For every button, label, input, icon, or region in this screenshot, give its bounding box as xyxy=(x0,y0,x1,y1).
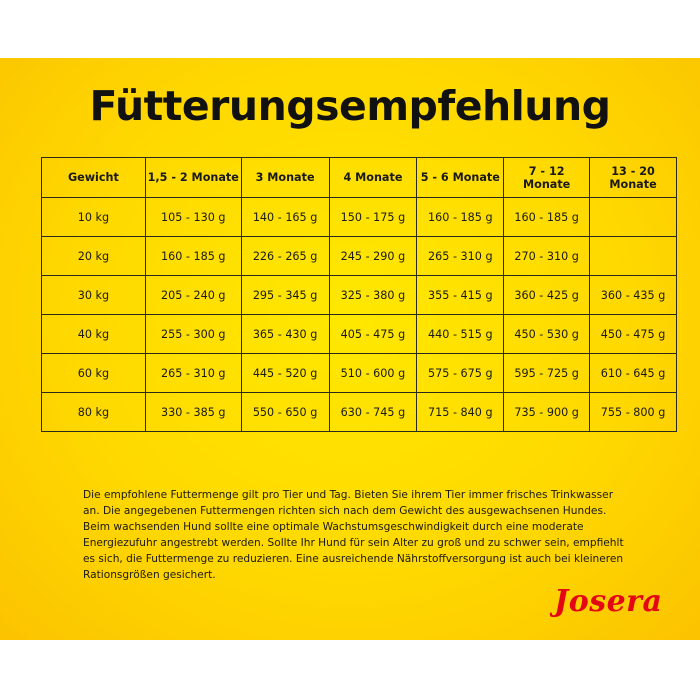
amount-cell: 595 - 725 g xyxy=(504,354,590,393)
amount-cell: 610 - 645 g xyxy=(590,354,677,393)
amount-cell: 755 - 800 g xyxy=(590,393,677,432)
header-age-6: 13 - 20 Monate xyxy=(590,158,677,198)
header-weight: Gewicht xyxy=(42,158,146,198)
amount-cell: 445 - 520 g xyxy=(241,354,329,393)
josera-logo-wordmark xyxy=(550,581,680,621)
amount-cell: 550 - 650 g xyxy=(241,393,329,432)
amount-cell: 150 - 175 g xyxy=(329,198,417,237)
amount-cell: 140 - 165 g xyxy=(241,198,329,237)
amount-cell: 630 - 745 g xyxy=(329,393,417,432)
amount-cell: 295 - 345 g xyxy=(241,276,329,315)
table-row xyxy=(42,315,677,354)
amount-cell: 205 - 240 g xyxy=(145,276,241,315)
amount-cell: 160 - 185 g xyxy=(145,237,241,276)
amount-cell: 365 - 430 g xyxy=(241,315,329,354)
amount-cell: 450 - 530 g xyxy=(504,315,590,354)
weight-cell: 10 kg xyxy=(42,198,146,237)
amount-cell: 160 - 185 g xyxy=(417,198,504,237)
amount-cell: 325 - 380 g xyxy=(329,276,417,315)
amount-cell: 226 - 265 g xyxy=(241,237,329,276)
table-row xyxy=(42,393,677,432)
amount-cell: 360 - 425 g xyxy=(504,276,590,315)
amount-cell: 450 - 475 g xyxy=(590,315,677,354)
page-title: Fütterungsempfehlung xyxy=(89,82,611,130)
amount-cell: 360 - 435 g xyxy=(590,276,677,315)
weight-cell: 60 kg xyxy=(42,354,146,393)
feeding-note: Die empfohlene Futtermenge gilt pro Tier und Tag. Bieten Sie ihrem Tier immer frisches Trinkwasser an. Die angegebenen Futtermengen richten sich nach dem Gewicht des ausgewachsenen Hundes. Beim wachsenden Hund sollte eine optimale Wachstumsgeschwindigkeit durch eine moderate Energiezufuhr angestrebt werden. Sollte Ihr Hund für sein Alter zu groß und zu schwer sein, empfiehlt es sich, die Futtermenge zu reduzieren. Eine ausreichende Nährstoffversorgung ist auch bei kleineren Rationsgrößen gesichert. xyxy=(83,489,624,582)
amount-cell: 735 - 900 g xyxy=(504,393,590,432)
header-age-2: 3 Monate xyxy=(241,158,329,198)
weight-cell: 40 kg xyxy=(42,315,146,354)
amount-cell: 510 - 600 g xyxy=(329,354,417,393)
amount-cell: 405 - 475 g xyxy=(329,315,417,354)
header-age-4: 5 - 6 Monate xyxy=(417,158,504,198)
table-body xyxy=(42,198,677,432)
josera-logo xyxy=(550,581,680,625)
weight-cell: 30 kg xyxy=(42,276,146,315)
amount-cell: 265 - 310 g xyxy=(145,354,241,393)
amount-cell xyxy=(590,198,677,237)
amount-cell: 440 - 515 g xyxy=(417,315,504,354)
table-row xyxy=(42,198,677,237)
amount-cell: 255 - 300 g xyxy=(145,315,241,354)
amount-cell: 270 - 310 g xyxy=(504,237,590,276)
amount-cell: 715 - 840 g xyxy=(417,393,504,432)
feeding-table xyxy=(41,157,677,432)
weight-cell: 80 kg xyxy=(42,393,146,432)
amount-cell: 160 - 185 g xyxy=(504,198,590,237)
amount-cell: 245 - 290 g xyxy=(329,237,417,276)
amount-cell: 330 - 385 g xyxy=(145,393,241,432)
table-row xyxy=(42,354,677,393)
table-header-row xyxy=(42,158,677,198)
header-age-5: 7 - 12 Monate xyxy=(504,158,590,198)
amount-cell: 355 - 415 g xyxy=(417,276,504,315)
amount-cell: 105 - 130 g xyxy=(145,198,241,237)
amount-cell xyxy=(590,237,677,276)
yellow-panel xyxy=(0,58,700,640)
header-age-1: 1,5 - 2 Monate xyxy=(145,158,241,198)
amount-cell: 575 - 675 g xyxy=(417,354,504,393)
svg-text:Josera: Josera xyxy=(554,584,663,619)
header-age-3: 4 Monate xyxy=(329,158,417,198)
amount-cell: 265 - 310 g xyxy=(417,237,504,276)
table-row xyxy=(42,237,677,276)
weight-cell: 20 kg xyxy=(42,237,146,276)
table-row xyxy=(42,276,677,315)
